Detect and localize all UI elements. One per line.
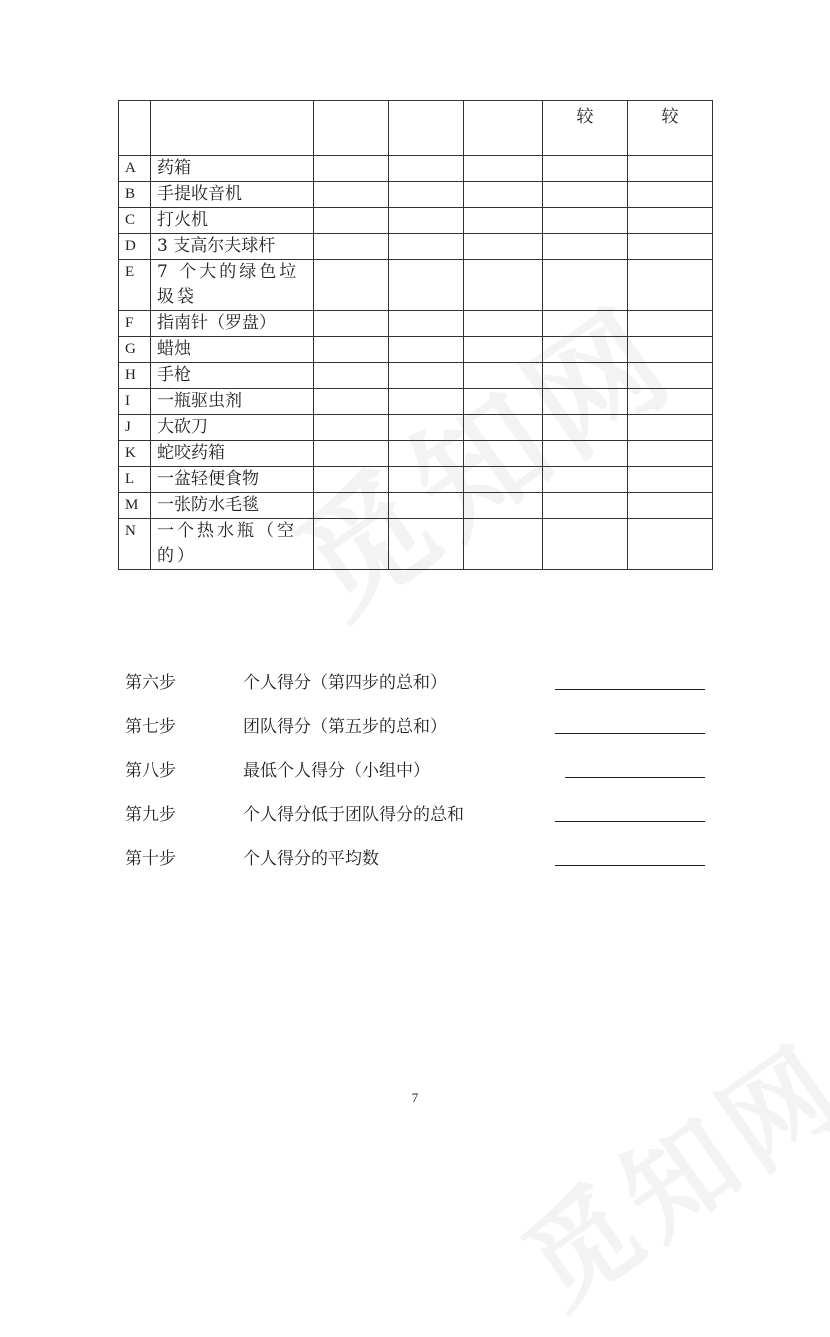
rank-cell[interactable] (464, 519, 543, 570)
rank-cell[interactable] (543, 363, 628, 389)
rank-cell[interactable] (543, 234, 628, 260)
row-letter: G (119, 337, 151, 363)
rank-cell[interactable] (389, 441, 464, 467)
rank-cell[interactable] (314, 493, 389, 519)
rank-cell[interactable] (628, 156, 713, 182)
header-cell-compare: 较 (628, 101, 713, 156)
row-letter: D (119, 234, 151, 260)
rank-cell[interactable] (628, 208, 713, 234)
rank-cell[interactable] (314, 467, 389, 493)
rank-cell[interactable] (314, 311, 389, 337)
answer-blank[interactable] (555, 821, 705, 822)
rank-cell[interactable] (314, 519, 389, 570)
step-row (125, 668, 705, 712)
rank-cell[interactable] (464, 311, 543, 337)
rank-cell[interactable] (314, 389, 389, 415)
rank-cell[interactable] (543, 389, 628, 415)
row-item: 一个热水瓶（空的） (151, 519, 314, 570)
rank-cell[interactable] (464, 260, 543, 311)
row-item: 一盆轻便食物 (151, 467, 314, 493)
rank-cell[interactable] (464, 493, 543, 519)
rank-cell[interactable] (543, 311, 628, 337)
steps-list (125, 668, 705, 888)
answer-blank[interactable] (555, 733, 705, 734)
row-item: 蛇咬药箱 (151, 441, 314, 467)
table-row (119, 156, 713, 182)
rank-cell[interactable] (628, 182, 713, 208)
rank-cell[interactable] (389, 260, 464, 311)
table-row (119, 389, 713, 415)
header-cell (464, 101, 543, 156)
header-cell (119, 101, 151, 156)
rank-cell[interactable] (543, 519, 628, 570)
rank-cell[interactable] (314, 260, 389, 311)
rank-cell[interactable] (314, 415, 389, 441)
step-label: 第八步 (125, 761, 176, 781)
step-row (125, 844, 705, 888)
step-label: 第七步 (125, 717, 176, 737)
table-row (119, 182, 713, 208)
table-row (119, 234, 713, 260)
step-description: 个人得分（第四步的总和） (243, 673, 447, 693)
step-row (125, 712, 705, 756)
rank-cell[interactable] (464, 363, 543, 389)
page-number: 7 (411, 1090, 419, 1105)
header-cell (389, 101, 464, 156)
row-letter: A (119, 156, 151, 182)
step-label: 第十步 (125, 849, 176, 869)
rank-cell[interactable] (464, 441, 543, 467)
answer-blank[interactable] (555, 865, 705, 866)
rank-cell[interactable] (389, 493, 464, 519)
rank-cell[interactable] (464, 467, 543, 493)
row-letter: F (119, 311, 151, 337)
rank-cell[interactable] (389, 234, 464, 260)
row-item: 7 个大的绿色垃圾袋 (151, 260, 314, 311)
rank-cell[interactable] (314, 156, 389, 182)
rank-cell[interactable] (389, 389, 464, 415)
row-item: 一张防水毛毯 (151, 493, 314, 519)
rank-cell[interactable] (543, 415, 628, 441)
rank-cell[interactable] (628, 493, 713, 519)
rank-cell[interactable] (543, 493, 628, 519)
rank-cell[interactable] (543, 441, 628, 467)
rank-cell[interactable] (628, 234, 713, 260)
row-letter: K (119, 441, 151, 467)
rank-cell[interactable] (389, 415, 464, 441)
header-cell-compare: 较 (543, 101, 628, 156)
step-description: 最低个人得分（小组中） (243, 761, 430, 781)
rank-cell[interactable] (389, 467, 464, 493)
rank-cell[interactable] (628, 389, 713, 415)
rank-cell[interactable] (314, 234, 389, 260)
table-row (119, 519, 713, 570)
row-item: 蜡烛 (151, 337, 314, 363)
row-letter: I (119, 389, 151, 415)
row-item: 手提收音机 (151, 182, 314, 208)
row-letter: J (119, 415, 151, 441)
table-row (119, 260, 713, 311)
table-row (119, 467, 713, 493)
row-letter: H (119, 363, 151, 389)
row-letter: C (119, 208, 151, 234)
items-table (118, 100, 713, 570)
rank-cell[interactable] (464, 182, 543, 208)
rank-cell[interactable] (314, 441, 389, 467)
rank-cell[interactable] (389, 208, 464, 234)
rank-cell[interactable] (389, 182, 464, 208)
step-label: 第六步 (125, 673, 176, 693)
step-description: 个人得分的平均数 (243, 849, 379, 869)
row-item: 打火机 (151, 208, 314, 234)
row-item: 手枪 (151, 363, 314, 389)
rank-cell[interactable] (543, 156, 628, 182)
rank-cell[interactable] (464, 389, 543, 415)
header-cell (314, 101, 389, 156)
rank-cell[interactable] (389, 156, 464, 182)
rank-cell[interactable] (543, 208, 628, 234)
row-letter: N (119, 519, 151, 570)
answer-blank[interactable] (555, 689, 705, 690)
rank-cell[interactable] (464, 415, 543, 441)
table-row (119, 208, 713, 234)
rank-cell[interactable] (628, 311, 713, 337)
rank-cell[interactable] (464, 234, 543, 260)
row-item: 大砍刀 (151, 415, 314, 441)
rank-cell[interactable] (543, 467, 628, 493)
rank-cell[interactable] (628, 260, 713, 311)
step-description: 团队得分（第五步的总和） (243, 717, 447, 737)
step-label: 第九步 (125, 805, 176, 825)
table-header-row (119, 101, 713, 156)
table-row (119, 441, 713, 467)
rank-cell[interactable] (543, 260, 628, 311)
rank-cell[interactable] (628, 415, 713, 441)
rank-cell[interactable] (628, 441, 713, 467)
row-item: 一瓶驱虫剂 (151, 389, 314, 415)
row-letter: L (119, 467, 151, 493)
watermark-bottom (487, 1001, 830, 1337)
header-cell (151, 101, 314, 156)
rank-cell[interactable] (389, 363, 464, 389)
rank-cell[interactable] (314, 337, 389, 363)
rank-cell[interactable] (464, 208, 543, 234)
rank-cell[interactable] (314, 363, 389, 389)
step-row (125, 756, 705, 800)
step-row (125, 800, 705, 844)
table-row (119, 363, 713, 389)
rank-cell[interactable] (628, 363, 713, 389)
rank-cell[interactable] (628, 519, 713, 570)
table-row (119, 337, 713, 363)
rank-cell[interactable] (314, 182, 389, 208)
rank-cell[interactable] (628, 467, 713, 493)
row-item: 指南针（罗盘） (151, 311, 314, 337)
rank-cell[interactable] (464, 156, 543, 182)
rank-cell[interactable] (543, 182, 628, 208)
row-letter: E (119, 260, 151, 311)
rank-cell[interactable] (628, 337, 713, 363)
row-item: 3 支高尔夫球杆 (151, 234, 314, 260)
rank-cell[interactable] (389, 311, 464, 337)
row-letter: M (119, 493, 151, 519)
rank-cell[interactable] (389, 337, 464, 363)
rank-cell[interactable] (314, 208, 389, 234)
table-row (119, 415, 713, 441)
row-letter: B (119, 182, 151, 208)
rank-cell[interactable] (389, 519, 464, 570)
row-item: 药箱 (151, 156, 314, 182)
step-description: 个人得分低于团队得分的总和 (243, 805, 464, 825)
answer-blank[interactable] (565, 777, 705, 778)
rank-cell[interactable] (543, 337, 628, 363)
table-row (119, 311, 713, 337)
table-row (119, 493, 713, 519)
rank-cell[interactable] (464, 337, 543, 363)
